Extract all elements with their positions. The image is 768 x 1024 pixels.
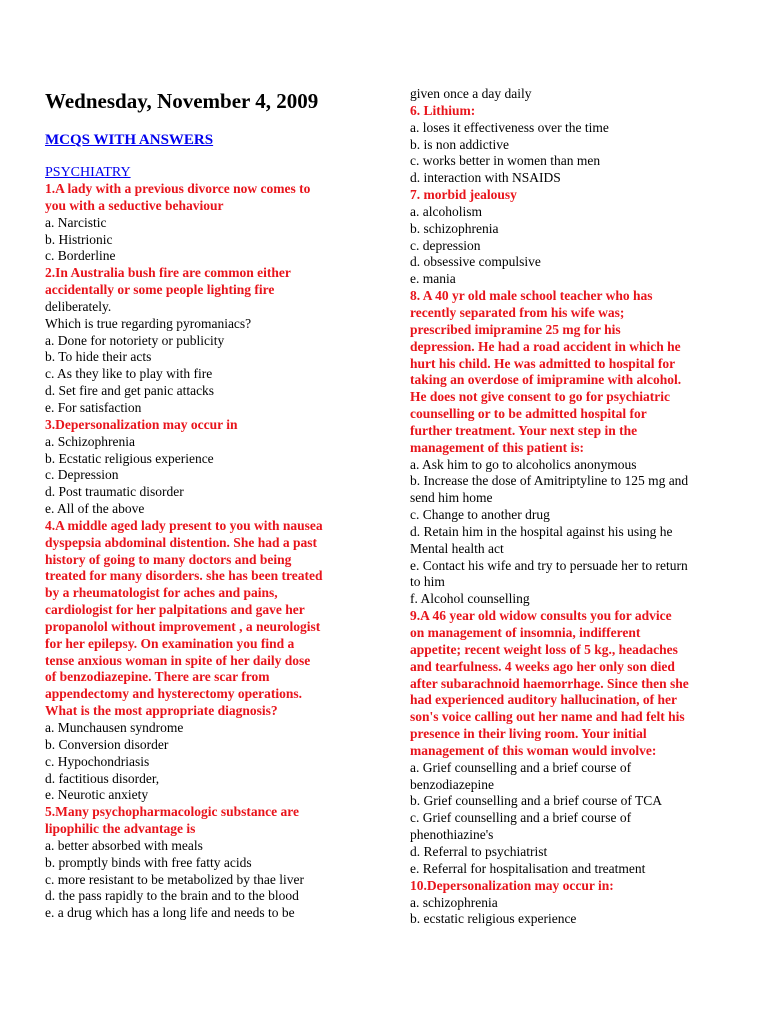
text-line: a. alcoholism: [410, 203, 482, 219]
text-line: a. Narcistic: [45, 214, 107, 230]
answer-option: [410, 153, 750, 170]
text-line: b. promptly binds with free fatty acids: [45, 854, 252, 870]
answer-option: [45, 299, 385, 316]
text-line: had experienced auditory hallucination, of her: [410, 692, 678, 708]
text-line: benzodiazepine: [410, 776, 494, 792]
answer-option: [45, 215, 385, 232]
text-line: e. a drug which has a long life and needs to be: [45, 905, 295, 921]
text-line: b. Increase the dose of Amitriptyline to 125 mg and: [410, 473, 689, 489]
text-line: for her epilepsy. On examination you find a: [45, 635, 295, 651]
right-column: [410, 86, 750, 928]
text-line: given once a day daily: [410, 86, 532, 101]
text-line: you with a seductive behaviour: [45, 197, 224, 213]
answer-option: [45, 434, 385, 451]
answer-option: [410, 793, 750, 810]
text-line: e. mania: [410, 271, 456, 287]
text-line: counselling or to be admitted hospital for: [410, 406, 647, 422]
text-line: propanolol without improvement , a neurologist: [45, 618, 321, 634]
text-line: e. Contact his wife and try to persuade her to return: [410, 557, 688, 573]
text-line: 6. Lithium:: [410, 102, 476, 118]
question-text: [410, 608, 750, 760]
text-line: d. Post traumatic disorder: [45, 484, 184, 500]
text-line: a. Done for notoriety or publicity: [45, 332, 225, 348]
answer-option: [410, 591, 750, 608]
text-line: b. Conversion disorder: [45, 736, 169, 752]
text-line: to him: [410, 574, 445, 590]
answer-option: [410, 507, 750, 524]
text-line: history of going to many doctors and being: [45, 551, 292, 567]
answer-option: [410, 457, 750, 474]
text-line: e. Referral for hospitalisation and treatment: [410, 860, 646, 876]
text-line: c. works better in women than men: [410, 153, 601, 169]
text-line: a. loses it effectiveness over the time: [410, 119, 609, 135]
answer-option: [410, 524, 750, 558]
post-date: Wednesday, November 4, 2009: [45, 89, 319, 113]
text-line: 3.Depersonalization may occur in: [45, 416, 238, 432]
text-line: son's voice calling out her name and had felt his: [410, 709, 685, 725]
text-line: a. Ask him to go to alcoholics anonymous: [410, 456, 637, 472]
answer-option: [45, 905, 385, 922]
answer-option: [410, 238, 750, 255]
text-line: after subarachnoid haemorrhage. Since then she: [410, 675, 689, 691]
text-line: Which is true regarding pyromaniacs?: [45, 315, 252, 331]
text-line: d. factitious disorder,: [45, 770, 160, 786]
text-line: c. depression: [410, 237, 481, 253]
text-line: d. Retain him in the hospital against his using he: [410, 523, 673, 539]
text-line: 1.A lady with a previous divorce now comes to: [45, 181, 311, 196]
text-line: prescribed imipramine 25 mg for his: [410, 321, 621, 337]
answer-option: [45, 501, 385, 518]
text-line: 9.A 46 year old widow consults you for advice: [410, 608, 672, 624]
subject-text[interactable]: PSYCHIATRY: [45, 165, 131, 180]
text-line: b. Histrionic: [45, 231, 113, 247]
answer-option: [410, 760, 750, 794]
answer-option: [410, 271, 750, 288]
text-line: taking an overdose of imipramine with alcohol.: [410, 372, 682, 388]
answer-option: [45, 232, 385, 249]
left-column: [45, 181, 385, 922]
question-text: [410, 878, 750, 895]
text-line: 2.In Australia bush fire are common either: [45, 265, 291, 281]
text-line: depression. He had a road accident in which he: [410, 338, 681, 354]
text-line: d. the pass rapidly to the brain and to the blood: [45, 888, 299, 904]
text-line: appetite; recent weight loss of 5 kg., headaches: [410, 641, 678, 657]
question-text: [410, 187, 750, 204]
text-line: treated for many disorders. she has been treated: [45, 568, 323, 584]
answer-option: [410, 120, 750, 137]
text-line: e. All of the above: [45, 501, 145, 517]
question-text: [45, 265, 385, 299]
answer-option: [45, 787, 385, 804]
blog-title-link[interactable]: [45, 130, 213, 150]
answer-option: [410, 86, 750, 103]
text-line: and tearfulness. 4 weeks ago her only son died: [410, 658, 675, 674]
text-line: d. Referral to psychiatrist: [410, 843, 548, 859]
text-line: hurt his child. He was admitted to hospital for: [410, 355, 676, 371]
text-line: c. As they like to play with fire: [45, 366, 213, 382]
text-line: c. Depression: [45, 467, 119, 483]
answer-option: [45, 400, 385, 417]
text-line: c. Change to another drug: [410, 507, 550, 523]
question-text: [410, 103, 750, 120]
text-line: d. Set fire and get panic attacks: [45, 383, 215, 399]
answer-option: [45, 754, 385, 771]
text-line: c. Grief counselling and a brief course of: [410, 810, 632, 826]
answer-option: [410, 810, 750, 844]
answer-option: [45, 720, 385, 737]
blog-title-text[interactable]: MCQS WITH ANSWERS: [45, 132, 214, 148]
text-line: deliberately.: [45, 298, 112, 314]
answer-option: [45, 451, 385, 468]
answer-option: [45, 349, 385, 366]
text-line: What is the most appropriate diagnosis?: [45, 703, 278, 719]
text-line: b. is non addictive: [410, 136, 509, 152]
text-line: recently separated from his wife was;: [410, 304, 625, 320]
answer-option: [410, 844, 750, 861]
text-line: d. interaction with NSAIDS: [410, 170, 561, 186]
answer-option: [45, 333, 385, 350]
answer-option: [410, 254, 750, 271]
text-line: d. obsessive compulsive: [410, 254, 541, 270]
text-line: phenothiazine's: [410, 827, 494, 843]
question-text: [45, 181, 385, 215]
text-line: f. Alcohol counselling: [410, 591, 530, 607]
text-line: 10.Depersonalization may occur in:: [410, 877, 614, 893]
text-line: by a rheumatologist for aches and pains,: [45, 585, 278, 601]
question-text: [410, 288, 750, 456]
answer-option: [45, 771, 385, 788]
answer-option: [410, 558, 750, 592]
text-line: a. schizophrenia: [410, 894, 498, 910]
text-line: b. Grief counselling and a brief course of TCA: [410, 793, 663, 809]
answer-option: [410, 137, 750, 154]
answer-option: [410, 911, 750, 928]
text-line: c. more resistant to be metabolized by thae liver: [45, 871, 305, 887]
text-line: further treatment. Your next step in the: [410, 422, 638, 438]
answer-option: [45, 855, 385, 872]
text-line: a. better absorbed with meals: [45, 837, 203, 853]
text-line: a. Grief counselling and a brief course of: [410, 759, 632, 775]
text-line: of benzodiazepine. There are scar from: [45, 669, 270, 685]
text-line: tense anxious woman in spite of her daily dose: [45, 652, 311, 668]
text-line: Mental health act: [410, 540, 504, 556]
text-line: 5.Many psychopharmacologic substance are: [45, 804, 300, 820]
answer-option: [410, 473, 750, 507]
answer-option: [410, 170, 750, 187]
text-line: on management of insomnia, indifferent: [410, 625, 641, 640]
text-line: He does not give consent to go for psychiatric: [410, 389, 670, 405]
question-text: [45, 518, 385, 720]
subject-link[interactable]: [45, 163, 131, 183]
text-line: presence in their living room. Your initial: [410, 726, 647, 742]
answer-option: [45, 316, 385, 333]
answer-option: [45, 872, 385, 889]
text-line: 4.A middle aged lady present to you with nausea: [45, 517, 323, 533]
answer-option: [45, 737, 385, 754]
text-line: cardiologist for her palpitations and gave her: [45, 602, 305, 618]
question-text: [45, 417, 385, 434]
answer-option: [45, 383, 385, 400]
question-text: [45, 804, 385, 838]
answer-option: [45, 248, 385, 265]
text-line: c. Hypochondriasis: [45, 753, 150, 769]
text-line: lipophilic the advantage is: [45, 821, 196, 837]
answer-option: [45, 467, 385, 484]
text-line: management of this patient is:: [410, 439, 584, 455]
text-line: e. For satisfaction: [45, 399, 142, 415]
text-line: b. Ecstatic religious experience: [45, 450, 214, 466]
text-line: a. Munchausen syndrome: [45, 720, 184, 735]
text-line: send him home: [410, 490, 493, 506]
answer-option: [410, 861, 750, 878]
answer-option: [45, 838, 385, 855]
text-line: a. Schizophrenia: [45, 433, 135, 449]
answer-option: [410, 221, 750, 238]
answer-option: [410, 895, 750, 912]
text-line: appendectomy and hysterectomy operations.: [45, 686, 302, 702]
answer-option: [45, 888, 385, 905]
text-line: b. To hide their acts: [45, 349, 152, 365]
text-line: e. Neurotic anxiety: [45, 787, 149, 803]
text-line: b. schizophrenia: [410, 220, 499, 236]
answer-option: [45, 484, 385, 501]
text-line: dyspepsia abdominal distention. She had a past: [45, 534, 317, 550]
answer-option: [45, 366, 385, 383]
text-line: c. Borderline: [45, 248, 116, 264]
text-line: accidentally or some people lighting fire: [45, 282, 275, 298]
text-line: 8. A 40 yr old male school teacher who has: [410, 288, 653, 304]
text-line: management of this woman would involve:: [410, 742, 657, 758]
text-line: b. ecstatic religious experience: [410, 911, 577, 927]
answer-option: [410, 204, 750, 221]
text-line: 7. morbid jealousy: [410, 187, 517, 203]
